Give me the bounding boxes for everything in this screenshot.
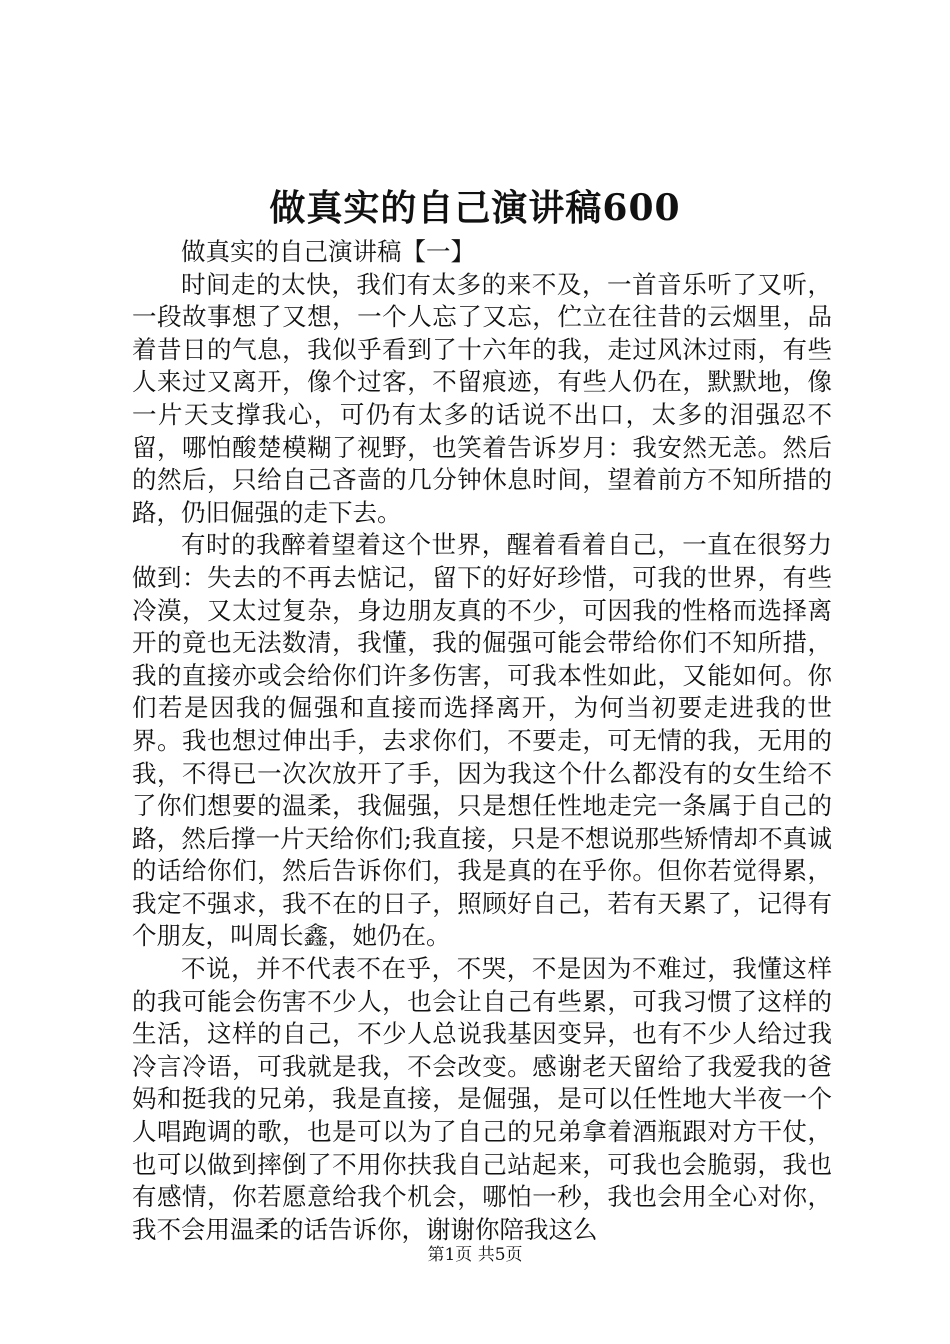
section-heading: 做真实的自己演讲稿【一】 bbox=[181, 237, 475, 266]
paragraph: 有时的我醉着望着这个世界，醒着看着自己，一直在很努力做到：失去的不再去惦记，留下的好好珍惜，可我的世界，有些冷漠，又太过复杂，身边朋友真的不少，可因我的性格而选择离开的竟也无法数清，我懂，我的倔强可能会带给你们不知所措，我的直接亦或会给你们许多伤害，可我本性如此，又能如何。你们若是因我的倔强和直接而选择离开，为何当初要走进我的世界。我也想过伸出手，去求你们，不要走，可无情的我，无用的我，不得已一次次放开了手，因为我这个什么都没有的女生给不了你们想要的温柔，我倔强，只是想任性地走完一条属于自己的路，然后撑一片天给你们;我直接，只是不想说那些矫情却不真诚的话给你们，然后告诉你们，我是真的在乎你。但你若觉得累，我定不强求，我不在的日子，照顾好自己，若有天累了，记得有个朋友，叫周长鑫，她仍在。 bbox=[132, 530, 832, 951]
document-body bbox=[132, 236, 832, 1246]
page-footer: 第1页 共5页 bbox=[427, 1245, 523, 1265]
page-title: 做真实的自己演讲稿600 bbox=[269, 187, 681, 229]
paragraph: 时间走的太快，我们有太多的来不及，一首音乐听了又听，一段故事想了又想，一个人忘了又忘，伫立在往昔的云烟里，品着昔日的气息，我似乎看到了十六年的我，走过风沐过雨，有些人来过又离开，像个过客，不留痕迹，有些人仍在，默默地，像一片天支撑我心，可仍有太多的话说不出口，太多的泪强忍不留，哪怕酸楚模糊了视野，也笑着告诉岁月：我安然无恙。然后的然后，只给自己吝啬的几分钟休息时间，望着前方不知所措的路，仍旧倔强的走下去。 bbox=[132, 269, 832, 527]
paragraph: 不说，并不代表不在乎，不哭，不是因为不难过，我懂这样的我可能会伤害不少人，也会让自己有些累，可我习惯了这样的生活，这样的自己，不少人总说我基因变异，也有不少人给过我冷言冷语，可我就是我，不会改变。感谢老天留给了我爱我的爸妈和挺我的兄弟，我是直接，是倔强，是可以任性地大半夜一个人唱跑调的歌，也是可以为了自己的兄弟拿着酒瓶跟对方干仗，也可以做到摔倒了不用你扶我自己站起来，可我也会脆弱，我也有感情，你若愿意给我个机会，哪怕一秒，我也会用全心对你，我不会用温柔的话告诉你，谢谢你陪我这么 bbox=[132, 954, 832, 1244]
